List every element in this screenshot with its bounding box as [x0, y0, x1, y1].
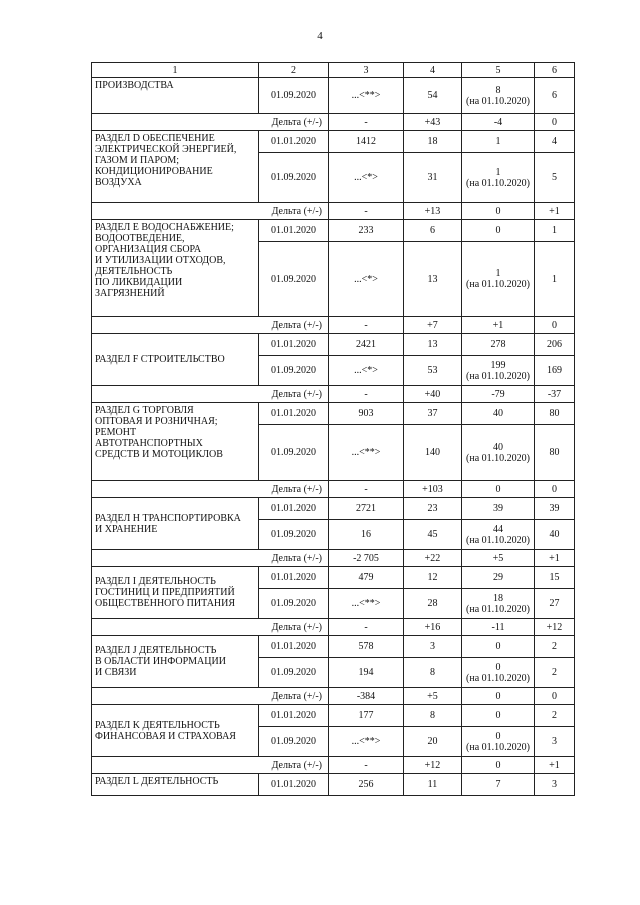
- value-cell-col6: 1: [535, 220, 575, 242]
- value-cell-col3: ...<**>: [329, 425, 404, 481]
- value-cell-col6: 80: [535, 425, 575, 481]
- table-row: [92, 705, 575, 727]
- value-cell-col5: [462, 220, 535, 242]
- delta-col5: +1: [462, 317, 535, 334]
- table-row: [92, 567, 575, 589]
- value-cell-col3: ...<*>: [329, 356, 404, 386]
- value-cell-col6: 3: [535, 774, 575, 796]
- date-cell: 01.09.2020: [259, 658, 329, 688]
- value-cell-col4: 12: [404, 567, 462, 589]
- delta-row: [92, 619, 575, 636]
- value-cell-col6: 27: [535, 589, 575, 619]
- value-cell-col4: 8: [404, 705, 462, 727]
- header-cell: 5: [462, 63, 535, 78]
- value-col5: 40: [493, 408, 503, 419]
- value-cell-col4: 13: [404, 334, 462, 356]
- section-title-cell: [92, 636, 259, 688]
- value-col5: 0: [495, 730, 501, 742]
- date-cell: 01.01.2020: [259, 636, 329, 658]
- value-cell-col5: [462, 403, 535, 425]
- section-title-cell: [92, 567, 259, 619]
- date-cell: 01.01.2020: [259, 131, 329, 153]
- delta-label-cell: Дельта (+/-): [92, 317, 329, 334]
- section-title-cell: [92, 774, 259, 796]
- value-cell-col3: 479: [329, 567, 404, 589]
- value-cell-col4: 140: [404, 425, 462, 481]
- value-cell-col5: [462, 334, 535, 356]
- value-cell-col3: 2721: [329, 498, 404, 520]
- delta-col4: +40: [404, 386, 462, 403]
- value-cell-col5: [462, 153, 535, 203]
- date-cell: 01.01.2020: [259, 567, 329, 589]
- delta-col3: -: [329, 114, 404, 131]
- value-cell-col6: 169: [535, 356, 575, 386]
- delta-col4: +13: [404, 203, 462, 220]
- section-title-line: РАЗДЕЛ L ДЕЯТЕЛЬНОСТЬ: [95, 776, 219, 787]
- delta-row: [92, 550, 575, 567]
- value-cell-col6: 6: [535, 78, 575, 114]
- section-title-line: ГАЗОМ И ПАРОМ;: [95, 155, 180, 166]
- value-cell-col6: 39: [535, 498, 575, 520]
- value-cell-col6: 1: [535, 242, 575, 317]
- section-title-line: И УТИЛИЗАЦИИ ОТХОДОВ,: [95, 255, 226, 266]
- section-title-line: ФИНАНСОВАЯ И СТРАХОВАЯ: [95, 730, 236, 742]
- delta-col5: +5: [462, 550, 535, 567]
- table-row: [92, 334, 575, 356]
- section-title-cell: [92, 220, 259, 317]
- delta-row: [92, 481, 575, 498]
- value-col5: 0: [495, 661, 501, 673]
- value-cell-col4: 6: [404, 220, 462, 242]
- delta-col5: 0: [462, 481, 535, 498]
- table-row: [92, 78, 575, 114]
- table-row: [92, 498, 575, 520]
- value-col5: 0: [495, 710, 501, 721]
- date-cell: 01.01.2020: [259, 403, 329, 425]
- value-cell-col6: 3: [535, 727, 575, 757]
- delta-col4: +5: [404, 688, 462, 705]
- section-title-line: АВТОТРАНСПОРТНЫХ: [95, 438, 203, 449]
- value-cell-col3: ...<*>: [329, 153, 404, 203]
- value-cell-col5: [462, 425, 535, 481]
- delta-label-cell: Дельта (+/-): [92, 481, 329, 498]
- section-title-line: ВОДООТВЕДЕНИЕ,: [95, 233, 185, 244]
- value-cell-col5: [462, 727, 535, 757]
- delta-col6: 0: [535, 114, 575, 131]
- delta-col5: -79: [462, 386, 535, 403]
- value-cell-col3: ...<**>: [329, 589, 404, 619]
- date-cell: 01.09.2020: [259, 78, 329, 114]
- value-cell-col5: [462, 658, 535, 688]
- section-title-line: ПРОИЗВОДСТВА: [95, 80, 174, 91]
- date-cell: 01.01.2020: [259, 705, 329, 727]
- value-cell-col4: 8: [404, 658, 462, 688]
- section-title-line: СРЕДСТВ И МОТОЦИКЛОВ: [95, 449, 223, 460]
- value-col5-note: (на 01.10.2020): [466, 452, 530, 464]
- header-cell: 2: [259, 63, 329, 78]
- section-title-line: РАЗДЕЛ K ДЕЯТЕЛЬНОСТЬ: [95, 719, 220, 731]
- value-cell-col3: 2421: [329, 334, 404, 356]
- delta-label-cell: Дельта (+/-): [92, 203, 329, 220]
- delta-row: [92, 386, 575, 403]
- value-cell-col6: 4: [535, 131, 575, 153]
- section-title-line: ПО ЛИКВИДАЦИИ: [95, 277, 183, 288]
- delta-row: [92, 114, 575, 131]
- value-cell-col3: ...<**>: [329, 727, 404, 757]
- value-col5: 40: [493, 441, 503, 453]
- section-title-line: ГОСТИНИЦ И ПРЕДПРИЯТИЙ: [95, 587, 235, 598]
- value-col5-note: (на 01.10.2020): [466, 672, 530, 684]
- date-cell: 01.09.2020: [259, 356, 329, 386]
- section-title-line: В ОБЛАСТИ ИНФОРМАЦИИ: [95, 656, 226, 667]
- delta-label-cell: Дельта (+/-): [92, 757, 329, 774]
- delta-col3: -: [329, 386, 404, 403]
- value-col5-note: (на 01.10.2020): [466, 534, 530, 546]
- value-cell-col3: ...<**>: [329, 78, 404, 114]
- delta-label-cell: Дельта (+/-): [92, 386, 329, 403]
- date-cell: 01.09.2020: [259, 242, 329, 317]
- section-title-cell: [92, 498, 259, 550]
- value-col5-note: (на 01.10.2020): [466, 741, 530, 753]
- date-cell: 01.09.2020: [259, 520, 329, 550]
- value-col5: 1: [495, 166, 501, 178]
- value-cell-col4: 3: [404, 636, 462, 658]
- value-cell-col5: [462, 705, 535, 727]
- value-cell-col4: 45: [404, 520, 462, 550]
- value-cell-col3: 16: [329, 520, 404, 550]
- table-row: [92, 774, 575, 796]
- value-cell-col4: 37: [404, 403, 462, 425]
- delta-col5: -4: [462, 114, 535, 131]
- value-cell-col6: 2: [535, 705, 575, 727]
- section-title-cell: [92, 403, 259, 481]
- section-title-cell: [92, 705, 259, 757]
- delta-col4: +43: [404, 114, 462, 131]
- delta-row: [92, 688, 575, 705]
- section-title-line: РАЗДЕЛ I ДЕЯТЕЛЬНОСТЬ: [95, 576, 216, 587]
- value-cell-col3: 177: [329, 705, 404, 727]
- value-cell-col5: [462, 356, 535, 386]
- statistics-table: [91, 62, 575, 796]
- section-title-line: ВОЗДУХА: [95, 177, 142, 188]
- date-cell: 01.01.2020: [259, 774, 329, 796]
- value-col5-note: (на 01.10.2020): [466, 279, 530, 290]
- section-title-line: И СВЯЗИ: [95, 667, 137, 678]
- section-title-line: ОРГАНИЗАЦИЯ СБОРА: [95, 244, 202, 255]
- delta-col3: -: [329, 619, 404, 636]
- value-cell-col4: 11: [404, 774, 462, 796]
- section-title-cell: [92, 78, 259, 114]
- delta-col6: 0: [535, 481, 575, 498]
- delta-col3: -2 705: [329, 550, 404, 567]
- header-cell: 6: [535, 63, 575, 78]
- delta-col6: 0: [535, 317, 575, 334]
- delta-col4: +16: [404, 619, 462, 636]
- section-title-cell: [92, 131, 259, 203]
- value-col5: 278: [490, 339, 506, 350]
- section-title-line: ОПТОВАЯ И РОЗНИЧНАЯ;: [95, 416, 218, 427]
- section-title-line: ОБЩЕСТВЕННОГО ПИТАНИЯ: [95, 598, 236, 609]
- section-title-line: РЕМОНТ: [95, 427, 137, 438]
- value-cell-col4: 54: [404, 78, 462, 114]
- section-title-cell: [92, 334, 259, 386]
- value-col5: 1: [495, 268, 501, 279]
- value-cell-col3: 578: [329, 636, 404, 658]
- delta-col4: +12: [404, 757, 462, 774]
- delta-col3: -: [329, 481, 404, 498]
- value-col5: 1: [495, 136, 501, 147]
- value-col5: 39: [493, 503, 503, 514]
- value-cell-col3: 903: [329, 403, 404, 425]
- date-cell: 01.01.2020: [259, 220, 329, 242]
- section-title-line: РАЗДЕЛ J ДЕЯТЕЛЬНОСТЬ: [95, 645, 217, 656]
- value-col5-note: (на 01.10.2020): [466, 603, 530, 615]
- delta-col3: -: [329, 203, 404, 220]
- value-col5: 44: [493, 523, 503, 535]
- value-col5: 8: [495, 84, 501, 96]
- table-row: [92, 403, 575, 425]
- value-cell-col4: 13: [404, 242, 462, 317]
- section-title-line: РАЗДЕЛ G ТОРГОВЛЯ: [95, 405, 194, 416]
- delta-label-cell: Дельта (+/-): [92, 688, 329, 705]
- date-cell: 01.09.2020: [259, 589, 329, 619]
- section-title-line: РАЗДЕЛ H ТРАНСПОРТИРОВКА: [95, 512, 241, 524]
- section-title-line: РАЗДЕЛ E ВОДОСНАБЖЕНИЕ;: [95, 222, 234, 233]
- delta-col5: 0: [462, 203, 535, 220]
- section-title-line: ДЕЯТЕЛЬНОСТЬ: [95, 266, 173, 277]
- value-cell-col3: 256: [329, 774, 404, 796]
- value-cell-col5: [462, 498, 535, 520]
- value-cell-col6: 80: [535, 403, 575, 425]
- value-cell-col5: [462, 567, 535, 589]
- value-col5: 7: [495, 779, 501, 790]
- delta-col6: +1: [535, 550, 575, 567]
- section-title-line: ЗАГРЯЗНЕНИЙ: [95, 288, 165, 299]
- delta-label-cell: Дельта (+/-): [92, 550, 329, 567]
- value-col5-note: (на 01.10.2020): [466, 95, 530, 107]
- value-cell-col6: 40: [535, 520, 575, 550]
- delta-col6: +1: [535, 203, 575, 220]
- value-cell-col3: 194: [329, 658, 404, 688]
- value-col5: 18: [493, 592, 503, 604]
- value-cell-col3: 233: [329, 220, 404, 242]
- value-cell-col4: 31: [404, 153, 462, 203]
- value-cell-col6: 2: [535, 658, 575, 688]
- date-cell: 01.09.2020: [259, 153, 329, 203]
- header-cell: 1: [92, 63, 259, 78]
- value-cell-col5: [462, 589, 535, 619]
- header-cell: 4: [404, 63, 462, 78]
- value-cell-col4: 53: [404, 356, 462, 386]
- section-title-line: И ХРАНЕНИЕ: [95, 523, 158, 535]
- value-cell-col3: 1412: [329, 131, 404, 153]
- delta-label-cell: Дельта (+/-): [92, 114, 329, 131]
- value-col5: 0: [495, 641, 501, 652]
- value-cell-col6: 15: [535, 567, 575, 589]
- delta-col4: +103: [404, 481, 462, 498]
- delta-col6: 0: [535, 688, 575, 705]
- value-cell-col5: [462, 520, 535, 550]
- section-title-line: РАЗДЕЛ D ОБЕСПЕЧЕНИЕ: [95, 133, 215, 144]
- delta-row: [92, 203, 575, 220]
- value-col5: 0: [495, 225, 501, 236]
- table-row: [92, 636, 575, 658]
- value-cell-col5: [462, 636, 535, 658]
- value-cell-col6: 2: [535, 636, 575, 658]
- section-title-line: КОНДИЦИОНИРОВАНИЕ: [95, 166, 213, 177]
- value-col5: 29: [493, 572, 503, 583]
- section-title-line: РАЗДЕЛ F СТРОИТЕЛЬСТВО: [95, 354, 225, 365]
- delta-row: [92, 317, 575, 334]
- value-cell-col4: 23: [404, 498, 462, 520]
- delta-col6: +12: [535, 619, 575, 636]
- section-title-line: ЭЛЕКТРИЧЕСКОЙ ЭНЕРГИЕЙ,: [95, 144, 237, 155]
- delta-col3: -: [329, 317, 404, 334]
- value-cell-col5: [462, 78, 535, 114]
- date-cell: 01.01.2020: [259, 498, 329, 520]
- delta-col6: +1: [535, 757, 575, 774]
- delta-col4: +22: [404, 550, 462, 567]
- table-row: [92, 220, 575, 242]
- value-cell-col5: [462, 242, 535, 317]
- table-body: [92, 63, 575, 796]
- value-cell-col5: [462, 131, 535, 153]
- table-row: [92, 131, 575, 153]
- value-cell-col6: 206: [535, 334, 575, 356]
- value-col5-note: (на 01.10.2020): [466, 370, 530, 382]
- date-cell: 01.01.2020: [259, 334, 329, 356]
- delta-col5: 0: [462, 688, 535, 705]
- delta-col4: +7: [404, 317, 462, 334]
- delta-col5: -11: [462, 619, 535, 636]
- header-row: [92, 63, 575, 78]
- delta-row: [92, 757, 575, 774]
- delta-col3: -: [329, 757, 404, 774]
- delta-col5: 0: [462, 757, 535, 774]
- value-cell-col3: ...<*>: [329, 242, 404, 317]
- page-number: 4: [317, 30, 323, 42]
- value-cell-col4: 28: [404, 589, 462, 619]
- value-cell-col5: [462, 774, 535, 796]
- value-cell-col6: 5: [535, 153, 575, 203]
- value-col5-note: (на 01.10.2020): [466, 177, 530, 189]
- value-col5: 199: [490, 359, 506, 371]
- value-cell-col4: 20: [404, 727, 462, 757]
- header-cell: 3: [329, 63, 404, 78]
- date-cell: 01.09.2020: [259, 425, 329, 481]
- delta-label-cell: Дельта (+/-): [92, 619, 329, 636]
- delta-col3: -384: [329, 688, 404, 705]
- value-cell-col4: 18: [404, 131, 462, 153]
- date-cell: 01.09.2020: [259, 727, 329, 757]
- delta-col6: -37: [535, 386, 575, 403]
